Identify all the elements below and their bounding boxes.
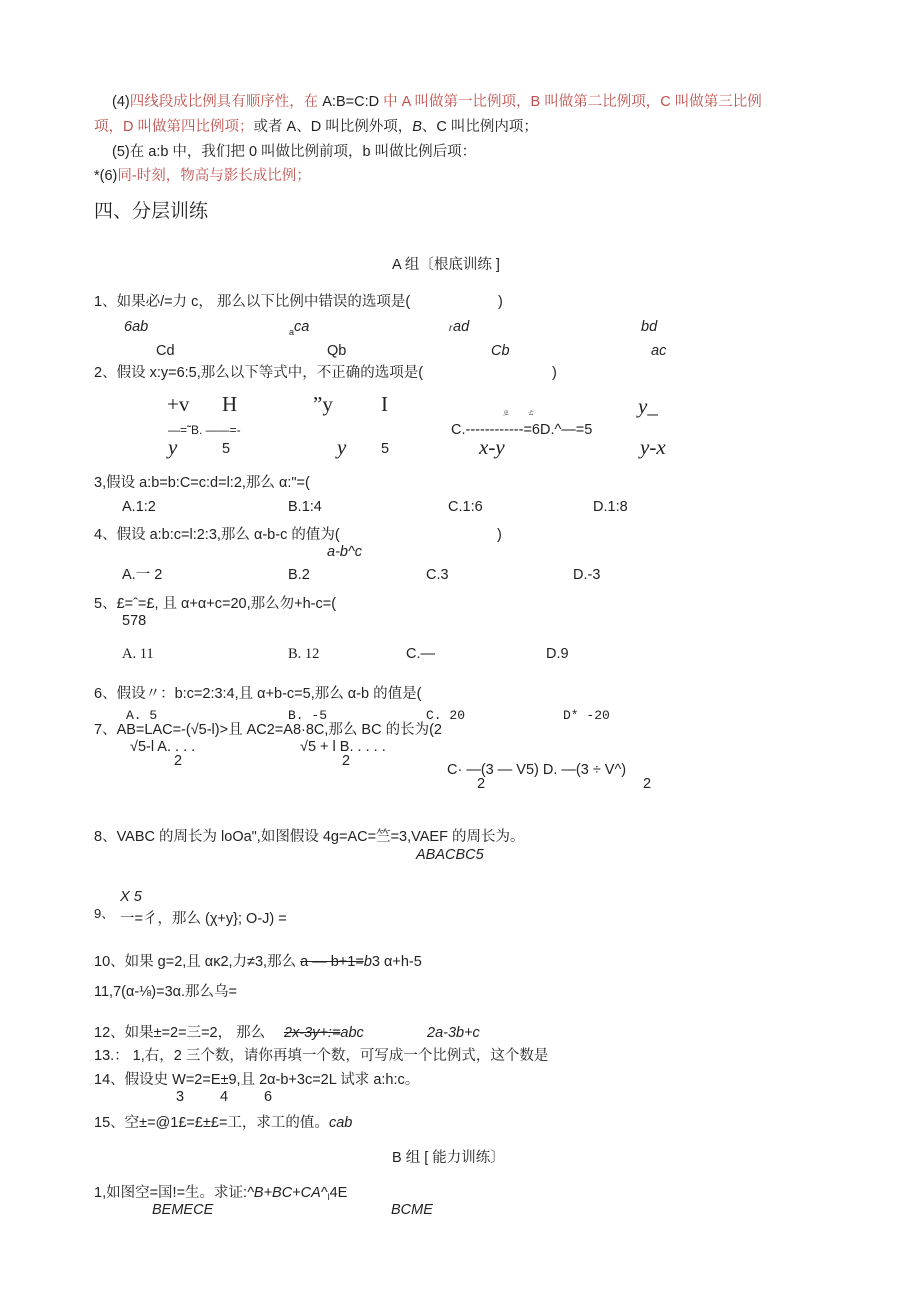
q2-option-c-middle: C.------------=6D.^—=5 xyxy=(451,422,593,438)
q6-option-c: C. 20 xyxy=(426,708,466,723)
q9-number: 9、 xyxy=(94,906,115,921)
item-4-ratio: A:B=C:D xyxy=(322,94,380,110)
question-5: 5、£=ˆ=£, 且 α+α+c=20,那么勿+h-c=( xyxy=(94,596,337,612)
q4-option-a: A.一 2 xyxy=(122,567,163,583)
q6-option-b: B. -5 xyxy=(288,708,328,723)
q10-struck-text: a — b+1= xyxy=(300,954,364,970)
q5-denominators: 578 xyxy=(122,613,147,629)
item-6-red-text: 同-时刻，物高与影长成比例； xyxy=(117,168,311,184)
q14-denominator-3: 6 xyxy=(264,1089,273,1105)
q5-option-c: C.— xyxy=(406,646,435,662)
question-11: 11,7(α-⅛)=3α.那么乌= xyxy=(94,984,238,1000)
question-4-close: ) xyxy=(497,527,502,543)
item-4-line2 xyxy=(94,118,538,136)
q1-option-c-small: r xyxy=(449,323,453,334)
q1-option-d-top: bd xyxy=(641,319,658,335)
q6-option-a: A. 5 xyxy=(126,708,158,723)
q8-denominators: ABACBC5 xyxy=(416,847,484,863)
q1-option-c-bottom: Cb xyxy=(491,343,510,359)
item-6 xyxy=(94,167,311,185)
q10-italic: b xyxy=(363,954,372,970)
item-4-italic: B xyxy=(412,119,422,135)
q5-option-b: B. 12 xyxy=(288,646,320,662)
q6-option-d: D* -20 xyxy=(563,708,610,723)
q2-option-c-bottom: x-y xyxy=(479,435,505,459)
q7-options-c-d: C· —(3 — V5) D. —(3 ÷ V^) xyxy=(447,762,627,778)
q15-text: 15、空±=@1£=£±£=工，求工的值。 xyxy=(94,1115,329,1131)
q7-option-c-denominator: 2 xyxy=(477,776,486,792)
q7-option-a-denominator: 2 xyxy=(174,753,183,769)
q2-option-d-top: y_ xyxy=(638,394,658,418)
question-6: 6、假设〃：b:c=2:3:4,且 α+b-c=5,那么 α-b 的值是( xyxy=(94,686,422,702)
question-7: 7、AB=LAC=-(√5-l)>且 AC2=A8·8C,那么 BC 的长为(2 xyxy=(94,722,442,738)
q2-option-b-top-2: I xyxy=(381,392,388,416)
item-4-red-text-3: 项，D 叫做第四比例项； xyxy=(94,119,254,135)
q12-italic: abc xyxy=(340,1025,364,1041)
b1-italic: ^B+BC+CA^ xyxy=(247,1185,328,1201)
item-4-number: (4) xyxy=(112,94,130,110)
b1-subscript: l xyxy=(327,1192,330,1202)
q12-struck-text: 2x-3y+:= xyxy=(284,1025,341,1041)
b1-denominators-1: BEMECE xyxy=(152,1202,214,1218)
question-1: 1、如果必/=力 c， 那么以下比例中错误的选项是( xyxy=(94,294,411,310)
q3-option-d: D.1:8 xyxy=(593,499,628,515)
item-4-line1 xyxy=(112,93,762,111)
q3-option-b: B.1:4 xyxy=(288,499,322,515)
q7-option-a: √5-l A. . . . xyxy=(130,739,196,755)
q12-expression xyxy=(284,1024,364,1042)
q2-option-b-bottom-2: 5 xyxy=(381,441,390,457)
item-5: (5)在 a:b 中，我们把 0 叫做比例前项，b 叫做比例后项： xyxy=(112,144,477,160)
q15-italic: cab xyxy=(328,1115,353,1131)
q3-option-c: C.1:6 xyxy=(448,499,483,515)
q2-option-a-bottom-2: 5 xyxy=(222,441,231,457)
question-14: 14、假设史 W=2=E±9,且 2α-b+3c=2L 试求 a:h:c。 xyxy=(94,1072,420,1088)
q2-option-c-small-1: ㄓ xyxy=(502,408,510,417)
q7-option-b-denominator: 2 xyxy=(342,753,351,769)
group-b-title: B 组 [ 能力训练〕 xyxy=(392,1150,505,1166)
q9-numerators: X 5 xyxy=(120,889,142,905)
q4-option-b: B.2 xyxy=(288,567,310,583)
question-12: 12、如果±=2=三=2， 那么 xyxy=(94,1025,266,1041)
q5-option-a: A. 11 xyxy=(122,646,154,662)
q2-option-d-bottom: y-x xyxy=(640,435,666,459)
q7-option-d-denominator: 2 xyxy=(643,776,652,792)
q2-option-a-middle: —=˜B. ——=- xyxy=(168,423,241,437)
question-3: 3,假设 a:b=b:C=c:d=l:2,那么 α:"=( xyxy=(94,475,310,491)
q1-option-c-top: ad xyxy=(453,319,470,335)
q2-option-b-bottom-1: y xyxy=(337,435,347,459)
q1-option-a-top: 6ab xyxy=(124,319,149,335)
q10-rest: 3 α+h-5 xyxy=(371,954,422,970)
b1-tail: 4E xyxy=(329,1185,348,1201)
q2-option-a-bottom-1: y xyxy=(168,435,178,459)
item-4-text-2: 、C 叫比例内项； xyxy=(421,119,538,135)
q1-option-b-top: ca xyxy=(294,319,310,335)
question-4: 4、假设 a:b:c=l:2:3,那么 α-b-c 的值为( xyxy=(94,527,340,543)
item-4-red-text: 四线段成比例具有顺序性，在 xyxy=(129,94,319,110)
q14-denominator-1: 3 xyxy=(176,1089,185,1105)
q2-option-c-small-2: ㄊ xyxy=(527,408,535,417)
q10-text: 10、如果 g=2,且 ακ2,力≠3,那么 xyxy=(94,954,297,970)
q3-option-a: A.1:2 xyxy=(122,499,156,515)
q12-denominator-expression: 2a-3b+c xyxy=(427,1025,480,1041)
b1-denominators-2: BCME xyxy=(391,1202,433,1218)
q4-option-c: C.3 xyxy=(426,567,449,583)
q1-option-b-bottom: Qb xyxy=(327,343,347,359)
q2-option-b-top-1: ”y xyxy=(313,392,333,416)
b1-text: 1,如图空=国!=生。求证: xyxy=(94,1185,248,1201)
question-13: 13.： 1,右，2 三个数，请你再填一个数，可写成一个比例式，这个数是 xyxy=(94,1048,549,1064)
item-4-red-text-2: 中 A 叫做第一比例项，B 叫做第二比例项，C 叫做第三比例 xyxy=(383,94,762,110)
question-10 xyxy=(94,953,422,971)
q5-option-d: D.9 xyxy=(546,646,569,662)
question-9: 一=彳，那么 (χ+y}; O-J) = xyxy=(120,911,287,927)
group-b-question-1 xyxy=(94,1184,347,1206)
q7-option-b: √5 + l B. . . . . xyxy=(300,739,386,755)
question-1-close: ) xyxy=(498,294,503,310)
item-6-number: *(6) xyxy=(94,168,118,184)
q4-expression: a-b^c xyxy=(327,544,363,560)
group-a-title: A 组〔根底训练 ] xyxy=(392,257,500,273)
q1-option-a-bottom: Cd xyxy=(156,343,175,359)
q1-option-d-bottom: ac xyxy=(651,343,667,359)
question-15 xyxy=(94,1114,352,1132)
question-2: 2、假设 x:y=6:5,那么以下等式中，不正确的选项是( xyxy=(94,365,424,381)
q4-option-d: D.-3 xyxy=(573,567,601,583)
q1-option-b-small: a xyxy=(289,327,295,337)
question-2-close: ) xyxy=(552,365,557,381)
question-8: 8、VABC 的周长为 loOa",如图假设 4g=AC=竺=3,VAEF 的周长为。 xyxy=(94,829,525,845)
q14-denominator-2: 4 xyxy=(220,1089,229,1105)
item-4-text: 或者 A、D 叫比例外项， xyxy=(253,119,413,135)
q2-option-a-top-1: +v xyxy=(167,392,190,416)
q2-option-a-top-2: H xyxy=(222,392,238,416)
section-title: 四、分层训练 xyxy=(94,201,209,222)
